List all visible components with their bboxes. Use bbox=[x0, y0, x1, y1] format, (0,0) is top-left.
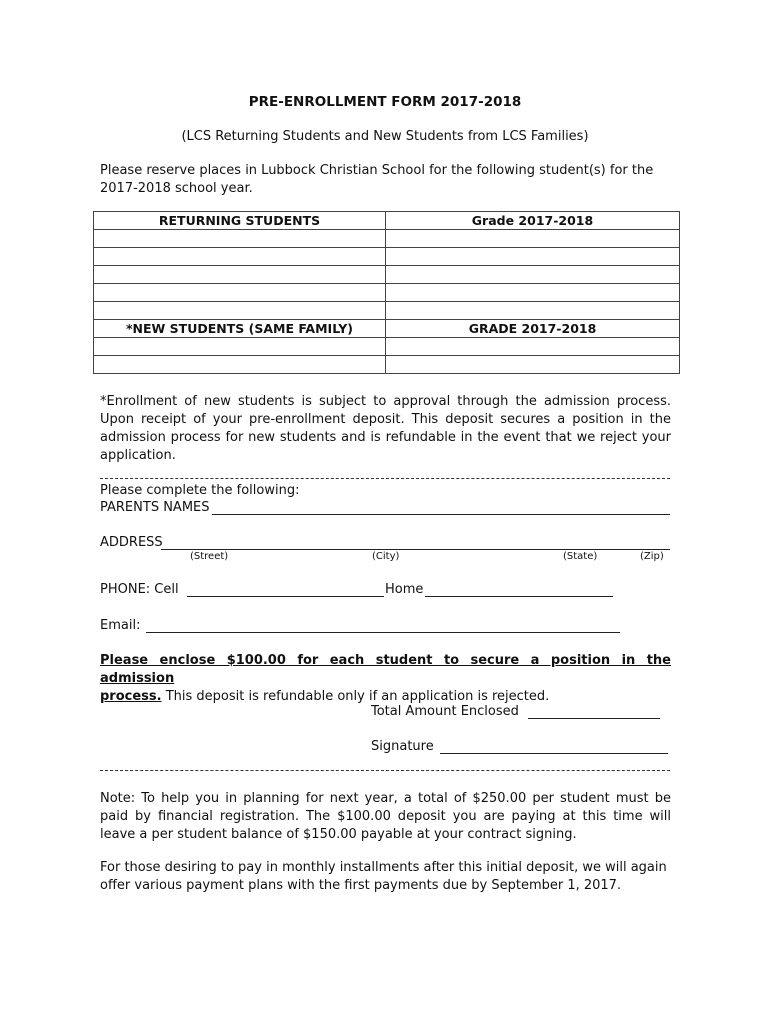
signature-field[interactable] bbox=[440, 753, 668, 754]
parents-names-label: PARENTS NAMES bbox=[100, 500, 210, 515]
students-table bbox=[93, 211, 680, 374]
returning-grade-cell[interactable] bbox=[386, 248, 680, 266]
phone-home-field[interactable] bbox=[425, 596, 613, 597]
dashed-divider bbox=[100, 478, 670, 479]
returning-name-cell[interactable] bbox=[94, 230, 386, 248]
returning-grade-header: Grade 2017-2018 bbox=[386, 212, 680, 230]
table-row bbox=[94, 230, 680, 248]
enrollment-notice: *Enrollment of new students is subject to approval through the admission process. Upon receipt of your pre-enrollment deposit. This deposit secures a position in the admission process for new students and is refundable in the event that we reject your application. bbox=[100, 394, 671, 463]
address-field[interactable] bbox=[161, 549, 670, 550]
table-row bbox=[94, 302, 680, 320]
email-field[interactable] bbox=[146, 632, 620, 633]
returning-grade-cell[interactable] bbox=[386, 230, 680, 248]
note-paragraph: Note: To help you in planning for next year, a total of $250.00 per student must be paid by financial registration. The $100.00 deposit you are paying at this time will leave a per student balance of $150.00 payable at your contract signing. bbox=[100, 791, 671, 842]
deposit-bold-line: Please enclose $100.00 for each student to secure a position in the admission bbox=[100, 653, 671, 686]
table-row bbox=[94, 266, 680, 284]
returning-grade-cell[interactable] bbox=[386, 302, 680, 320]
returning-students-header: RETURNING STUDENTS bbox=[94, 212, 386, 230]
phone-cell-label: PHONE: Cell bbox=[100, 582, 179, 597]
form-title: PRE-ENROLLMENT FORM 2017-2018 bbox=[248, 94, 522, 110]
new-name-cell[interactable] bbox=[94, 338, 386, 356]
new-name-cell[interactable] bbox=[94, 356, 386, 374]
new-students-header: *NEW STUDENTS (SAME FAMILY) bbox=[94, 320, 386, 338]
city-label: (City) bbox=[372, 551, 400, 562]
intro-text bbox=[100, 162, 671, 198]
new-grade-header: GRADE 2017-2018 bbox=[386, 320, 680, 338]
intro-line-1: Please reserve places in Lubbock Christian School for the following student(s) for the bbox=[100, 163, 654, 178]
street-label: (Street) bbox=[190, 551, 229, 562]
returning-name-cell[interactable] bbox=[94, 302, 386, 320]
returning-name-cell[interactable] bbox=[94, 284, 386, 302]
returning-grade-cell[interactable] bbox=[386, 284, 680, 302]
parents-names-field[interactable] bbox=[212, 514, 670, 515]
zip-label: (Zip) bbox=[640, 551, 664, 562]
returning-name-cell[interactable] bbox=[94, 248, 386, 266]
new-grade-cell[interactable] bbox=[386, 338, 680, 356]
table-row bbox=[94, 338, 680, 356]
dashed-divider bbox=[100, 770, 670, 771]
form-subtitle: (LCS Returning Students and New Students from LCS Families) bbox=[181, 129, 589, 144]
total-amount-label: Total Amount Enclosed bbox=[371, 704, 519, 719]
installments-paragraph: For those desiring to pay in monthly installments after this initial deposit, we will again offer various payment plans with the first payments due by September 1, 2017. bbox=[100, 860, 667, 893]
deposit-instruction bbox=[100, 652, 671, 706]
returning-name-cell[interactable] bbox=[94, 266, 386, 284]
address-label: ADDRESS bbox=[100, 535, 163, 550]
complete-instruction: Please complete the following: bbox=[100, 483, 300, 498]
total-amount-field[interactable] bbox=[528, 718, 660, 719]
new-grade-cell[interactable] bbox=[386, 356, 680, 374]
deposit-bold-word: process. bbox=[100, 689, 162, 704]
table-row bbox=[94, 284, 680, 302]
phone-cell-field[interactable] bbox=[187, 596, 384, 597]
deposit-rest-text: This deposit is refundable only if an application is rejected. bbox=[161, 689, 550, 704]
signature-label: Signature bbox=[371, 739, 434, 754]
table-row bbox=[94, 248, 680, 266]
email-label: Email: bbox=[100, 618, 141, 633]
state-label: (State) bbox=[563, 551, 598, 562]
phone-home-label: Home bbox=[385, 582, 424, 597]
returning-header-row bbox=[94, 212, 680, 230]
table-row bbox=[94, 356, 680, 374]
new-header-row bbox=[94, 320, 680, 338]
returning-grade-cell[interactable] bbox=[386, 266, 680, 284]
intro-line-2: 2017-2018 school year. bbox=[100, 181, 253, 196]
